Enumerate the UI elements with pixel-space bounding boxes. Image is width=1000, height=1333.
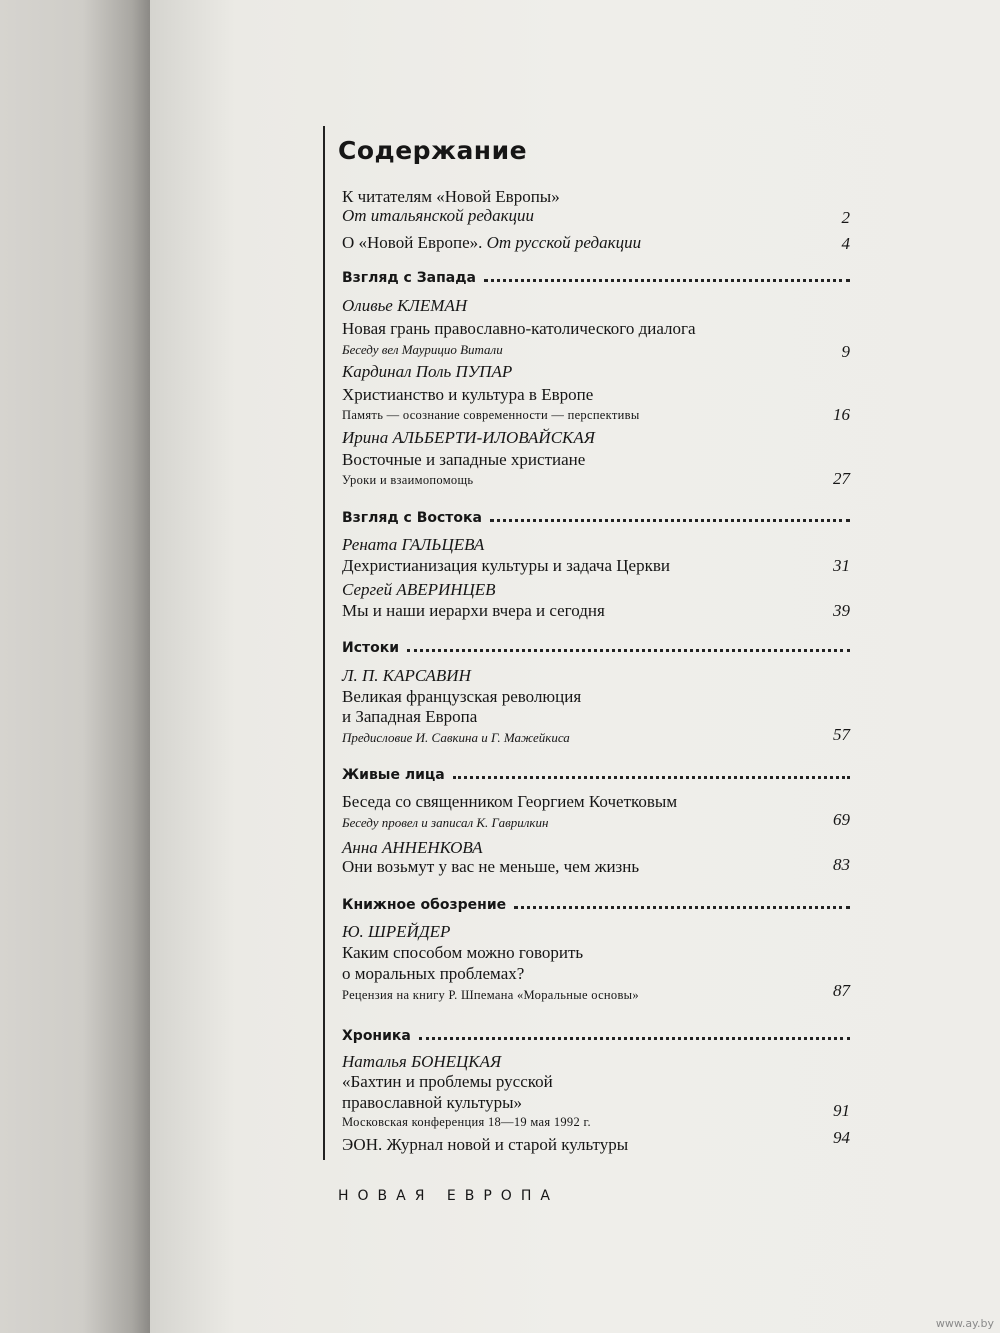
page-number: 91 <box>833 1101 850 1120</box>
page-number: 87 <box>833 981 850 1000</box>
intro-line-readers: К читателям «Новой Европы» <box>342 187 560 206</box>
section-title: Взгляд с Востока <box>342 510 482 526</box>
entry-title: православной культуры» <box>342 1093 523 1112</box>
entry-title: о моральных проблемах? <box>342 964 525 983</box>
journal-footer: НОВАЯ ЕВРОПА <box>338 1188 559 1204</box>
section-header <box>342 266 850 290</box>
dotted-leader <box>407 649 850 652</box>
entry-note: Беседу провел и записал К. Гаврилкин <box>342 815 549 830</box>
book-gutter <box>0 0 150 1333</box>
entry-note: Московская конференция 18—19 мая 1992 г. <box>342 1115 591 1129</box>
page-title: Содержание <box>338 136 528 165</box>
page-number: 57 <box>833 725 850 744</box>
page-number: 94 <box>833 1128 850 1147</box>
entry-author: Оливье КЛЕМАН <box>342 296 468 315</box>
page-number: 69 <box>833 810 850 829</box>
entry-title: Новая грань православно-католического диалога <box>342 319 696 338</box>
section-header <box>342 636 850 660</box>
entry-title: Каким способом можно говорить <box>342 943 584 962</box>
entry-title: Дехристианизация культуры и задача Церкви <box>342 556 670 575</box>
entry-note: Рецензия на книгу Р. Шпемана «Моральные основы» <box>342 988 639 1002</box>
entry-title: «Бахтин и проблемы русской <box>342 1072 553 1091</box>
section-header <box>342 506 850 530</box>
entry-title: ЭОН. Журнал новой и старой культуры <box>342 1135 629 1154</box>
page-number: 39 <box>833 601 850 620</box>
entry-author: Наталья БОНЕЦКАЯ <box>342 1052 502 1071</box>
entry-author: Ю. ШРЕЙДЕР <box>342 922 451 941</box>
page-number: 16 <box>833 405 850 424</box>
entry-title: Беседа со священником Георгием Кочетковым <box>342 792 678 811</box>
section-header <box>342 1024 850 1048</box>
margin-rule <box>323 126 325 1160</box>
entry-title: Они возьмут у вас не меньше, чем жизнь <box>342 857 640 876</box>
entry-note: Память — осознание современности — перспективы <box>342 408 640 422</box>
page-number: 27 <box>833 469 850 488</box>
dotted-leader <box>453 776 850 779</box>
page-number: 2 <box>841 208 850 227</box>
entry-author: Ирина АЛЬБЕРТИ-ИЛОВАЙСКАЯ <box>342 428 595 447</box>
section-title: Взгляд с Запада <box>342 270 476 286</box>
entry-author: Рената ГАЛЬЦЕВА <box>342 535 485 554</box>
entry-title: Христианство и культура в Европе <box>342 385 594 404</box>
intro-line-part: От русской редакции <box>482 233 642 252</box>
page-number: 4 <box>841 234 850 253</box>
dotted-leader <box>514 906 850 909</box>
entry-title: Восточные и западные христиане <box>342 450 586 469</box>
section-header <box>342 893 850 917</box>
dotted-leader <box>484 279 850 282</box>
section-title: Истоки <box>342 640 400 656</box>
section-title: Книжное обозрение <box>342 897 507 913</box>
intro-line-italian-editors: От итальянской редакции <box>342 206 535 225</box>
entry-author: Анна АННЕНКОВА <box>342 838 483 857</box>
intro-line-russian-editors <box>342 233 641 253</box>
dotted-leader <box>490 519 850 522</box>
entry-note: Уроки и взаимопомощь <box>342 473 474 487</box>
page-number: 31 <box>833 556 850 575</box>
entry-note: Предисловие И. Савкина и Г. Мажейкиса <box>342 730 570 745</box>
entry-title: Мы и наши иерархи вчера и сегодня <box>342 601 605 620</box>
book-page <box>150 0 1000 1333</box>
entry-author: Сергей АВЕРИНЦЕВ <box>342 580 496 599</box>
section-title: Живые лица <box>342 767 445 783</box>
dotted-leader <box>419 1037 850 1040</box>
page-number: 9 <box>841 342 850 361</box>
site-watermark: www.ay.by <box>935 1317 994 1330</box>
entry-note: Беседу вел Маурицио Витали <box>342 342 503 357</box>
entry-title: и Западная Европа <box>342 707 478 726</box>
section-title: Хроника <box>342 1028 411 1044</box>
entry-author: Л. П. КАРСАВИН <box>342 666 471 685</box>
intro-line-part: О «Новой Европе». <box>342 233 483 252</box>
page-number: 83 <box>833 855 850 874</box>
entry-title: Великая французская революция <box>342 687 582 706</box>
entry-author: Кардинал Поль ПУПАР <box>342 362 513 381</box>
section-header <box>342 763 850 787</box>
